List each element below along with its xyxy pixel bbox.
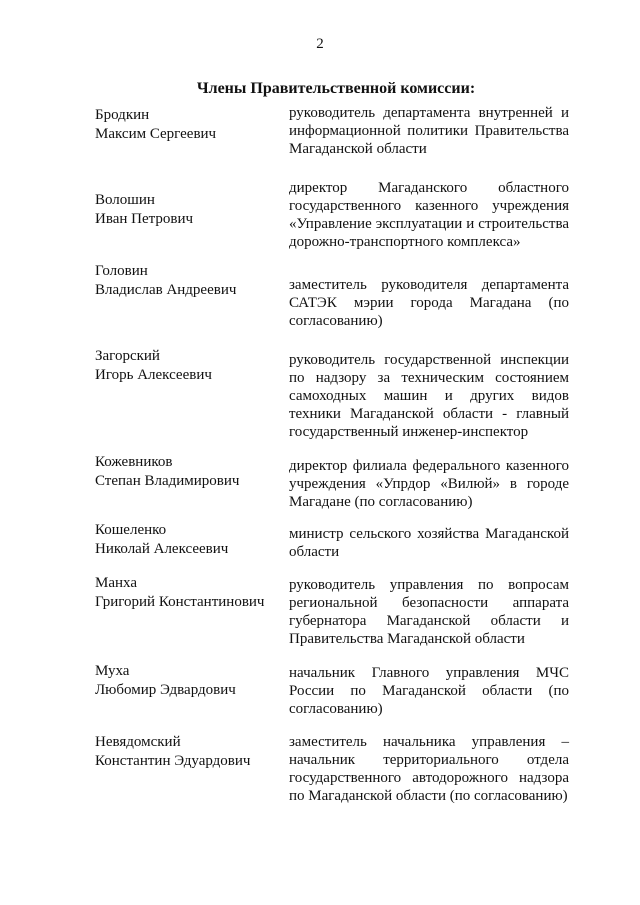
member-position: заместитель руководителя департамента САТЭК мэрии города Магадана (по согласованию) [289,277,569,329]
member-surname: Бродкин [95,107,150,123]
member-surname: Манха [95,575,137,591]
member-position: министр сельского хозяйства Магаданской области [289,526,569,560]
member-position: начальник Главного управления МЧС России по Магаданской области (по согласованию) [289,665,569,717]
member-position: директор Магаданского областного государственного казенного учреждения «Управление эксплуатации и строительства дорожно-транспортного комплекса» [289,180,569,250]
member-given-names: Любомир Эдвардович [95,682,236,698]
member-surname: Волошин [95,192,155,208]
member-given-names: Николай Алексеевич [95,541,229,557]
member-position: руководитель государственной инспекции по надзору за техническим состоянием самоходных машин и других видов техники Магаданской области - главный государственный инженер-инспектор [289,352,569,440]
member-surname: Кожевников [95,454,173,470]
member-name [95,191,280,229]
member-position: руководитель управления по вопросам региональной безопасности аппарата губернатора Магаданской области и Правительства Магаданской области [289,577,569,647]
member-name [95,347,280,385]
member-given-names: Степан Владимирович [95,473,240,489]
member-given-names: Максим Сергеевич [95,126,217,142]
member-name [95,106,280,144]
member-given-names: Иван Петрович [95,211,194,227]
member-name [95,662,280,700]
member-surname: Муха [95,663,130,679]
member-name [95,574,280,612]
member-position: заместитель начальника управления – начальник территориального отдела государственного автодорожного надзора по Магаданской области (по согласованию) [289,734,569,804]
member-position: руководитель департамента внутренней и информационной политики Правительства Магаданской области [289,105,569,157]
member-surname: Загорский [95,348,160,364]
page-number: 2 [316,36,324,52]
member-position: директор филиала федерального казенного учреждения «Упрдор «Вилюй» в городе Магадане (по согласованию) [289,458,569,510]
member-surname: Головин [95,263,148,279]
member-name [95,453,280,491]
member-given-names: Григорий Константинович [95,594,265,610]
member-given-names: Игорь Алексеевич [95,367,212,383]
member-surname: Невядомский [95,734,181,750]
member-name [95,262,280,300]
member-given-names: Константин Эдуардович [95,753,251,769]
member-surname: Кошеленко [95,522,167,538]
member-name [95,521,280,559]
member-given-names: Владислав Андреевич [95,282,237,298]
member-name [95,733,280,771]
section-heading: Члены Правительственной комиссии: [196,80,476,97]
